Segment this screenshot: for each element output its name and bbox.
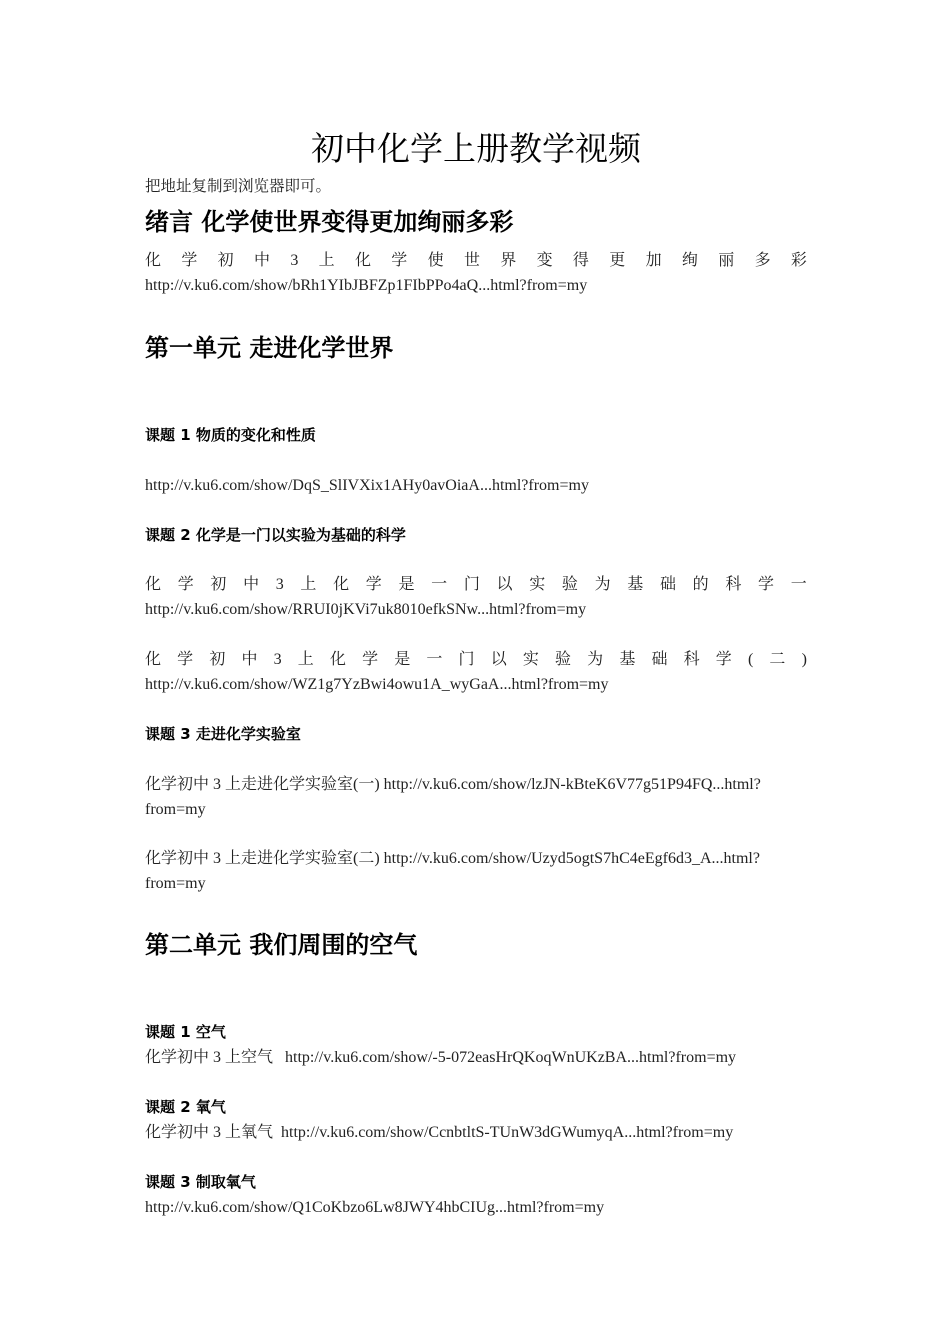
- title-char: 上: [318, 252, 335, 269]
- title-char: 加: [645, 252, 662, 269]
- unit1-lesson2-video2-entry: [145, 647, 807, 697]
- title-char: 上: [300, 576, 317, 593]
- title-char: 中: [241, 651, 258, 668]
- title-char: 验: [561, 576, 578, 593]
- title-char: 为: [587, 651, 604, 668]
- unit1-lesson2-heading: 课题 2 化学是一门以实验为基础的科学: [145, 526, 406, 544]
- title-char: 3: [290, 252, 299, 269]
- title-char: 础: [651, 651, 668, 668]
- title-char: 上: [297, 651, 314, 668]
- title-char: 初: [217, 252, 234, 269]
- title-char: 学: [181, 252, 198, 269]
- unit1-lesson2-video2-link[interactable]: http://v.ku6.com/show/WZ1g7YzBwi4owu1A_wyGaA...html?from=my: [145, 676, 609, 693]
- unit2-heading: 第二单元 我们周围的空气: [145, 931, 418, 959]
- title-char: 门: [458, 651, 475, 668]
- title-char: 础: [659, 576, 676, 593]
- title-char: 更: [609, 252, 626, 269]
- title-char: 变: [536, 252, 553, 269]
- title-char: (: [747, 651, 754, 668]
- title-char: 绚: [681, 252, 698, 269]
- title-char: 是: [394, 651, 411, 668]
- unit1-lesson2-video1-link[interactable]: http://v.ku6.com/show/RRUI0jKVi7uk8010efkSNw...html?from=my: [145, 601, 587, 618]
- unit1-lesson1-link[interactable]: http://v.ku6.com/show/DqS_SlIVXix1AHy0avOiaA...html?from=my: [145, 477, 589, 494]
- unit1-lesson3-video1-entry: [145, 772, 807, 822]
- title-char: 的: [692, 576, 709, 593]
- title-char: 学: [177, 651, 194, 668]
- title-char: 以: [490, 651, 507, 668]
- unit2-lesson3-entry: [145, 1195, 807, 1220]
- title-char: 是: [398, 576, 415, 593]
- title-char: 化: [333, 576, 350, 593]
- title-char: 使: [427, 252, 444, 269]
- title-char: 世: [463, 252, 480, 269]
- unit1-heading: 第一单元 走进化学世界: [145, 334, 394, 362]
- title-char: 学: [715, 651, 732, 668]
- unit1-lesson2-video2-title: [145, 647, 807, 672]
- title-char: 二: [769, 651, 786, 668]
- title-char: 学: [758, 576, 775, 593]
- title-char: 得: [572, 252, 589, 269]
- title-char: ): [801, 651, 807, 668]
- title-char: 初: [209, 651, 226, 668]
- unit2-lesson3-heading: 课题 3 制取氧气: [145, 1173, 256, 1191]
- title-char: 一: [790, 576, 807, 593]
- unit1-lesson2-video1-title: [145, 572, 807, 597]
- title-char: 一: [426, 651, 443, 668]
- intro-video-title: [145, 248, 807, 273]
- title-char: 界: [500, 252, 517, 269]
- unit1-lesson3-heading: 课题 3 走进化学实验室: [145, 725, 301, 743]
- title-char: 学: [365, 576, 382, 593]
- unit2-lesson1-entry: [145, 1045, 807, 1070]
- title-char: 实: [529, 576, 546, 593]
- title-char: 基: [627, 576, 644, 593]
- page-title: 初中化学上册教学视频: [311, 129, 641, 168]
- unit1-lesson1-entry: [145, 473, 807, 498]
- title-char: 丽: [718, 252, 735, 269]
- title-char: 学: [362, 651, 379, 668]
- title-char: 中: [243, 576, 260, 593]
- title-char: 以: [496, 576, 513, 593]
- unit1-lesson3-video1-line1[interactable]: 化学初中 3 上走进化学实验室(一) http://v.ku6.com/show/lzJN-kBteK6V77g51P94FQ...html?: [145, 776, 761, 793]
- title-char: 多: [754, 252, 771, 269]
- unit2-lesson1-heading: 课题 1 空气: [145, 1023, 226, 1041]
- title-char: 实: [522, 651, 539, 668]
- unit1-lesson3-video1-line2[interactable]: from=my: [145, 801, 206, 818]
- title-char: 学: [391, 252, 408, 269]
- unit2-lesson2-entry: [145, 1120, 807, 1145]
- unit2-lesson2-line[interactable]: 化学初中 3 上氧气 http://v.ku6.com/show/CcnbtltS-TUnW3dGWumyqA...html?from=my: [145, 1124, 734, 1141]
- title-char: 化: [145, 576, 162, 593]
- unit1-lesson1-heading: 课题 1 物质的变化和性质: [145, 426, 316, 444]
- unit1-lesson3-video2-entry: [145, 846, 807, 896]
- intro-heading: 绪言 化学使世界变得更加绚丽多彩: [145, 208, 514, 236]
- title-char: 验: [555, 651, 572, 668]
- intro-video-link[interactable]: http://v.ku6.com/show/bRh1YIbJBFZp1FIbPPo4aQ...html?from=my: [145, 277, 588, 294]
- title-char: 化: [354, 252, 371, 269]
- title-char: 中: [253, 252, 270, 269]
- title-char: 3: [273, 651, 282, 668]
- unit1-lesson2-video1-entry: [145, 572, 807, 622]
- title-char: 科: [725, 576, 742, 593]
- intro-video-entry: [145, 248, 807, 298]
- title-char: 学: [177, 576, 194, 593]
- instruction-note: 把地址复制到浏览器即可。: [145, 178, 332, 195]
- unit2-lesson3-link[interactable]: http://v.ku6.com/show/Q1CoKbzo6Lw8JWY4hbCIUg...html?from=my: [145, 1199, 605, 1216]
- title-char: 初: [210, 576, 227, 593]
- unit1-lesson3-video2-line2[interactable]: from=my: [145, 875, 206, 892]
- title-char: 门: [463, 576, 480, 593]
- title-char: 化: [329, 651, 346, 668]
- unit2-lesson2-heading: 课题 2 氧气: [145, 1098, 226, 1116]
- title-char: 彩: [790, 252, 807, 269]
- title-char: 3: [275, 576, 284, 593]
- unit2-lesson1-line[interactable]: 化学初中 3 上空气 http://v.ku6.com/show/-5-072easHrQKoqWnUKzBA...html?from=my: [145, 1049, 737, 1066]
- unit1-lesson3-video2-line1[interactable]: 化学初中 3 上走进化学实验室(二) http://v.ku6.com/show/Uzyd5ogtS7hC4eEgf6d3_A...html?: [145, 850, 760, 867]
- title-char: 化: [145, 252, 162, 269]
- title-char: 一: [431, 576, 448, 593]
- title-char: 基: [619, 651, 636, 668]
- title-char: 化: [145, 651, 162, 668]
- title-char: 科: [683, 651, 700, 668]
- title-char: 为: [594, 576, 611, 593]
